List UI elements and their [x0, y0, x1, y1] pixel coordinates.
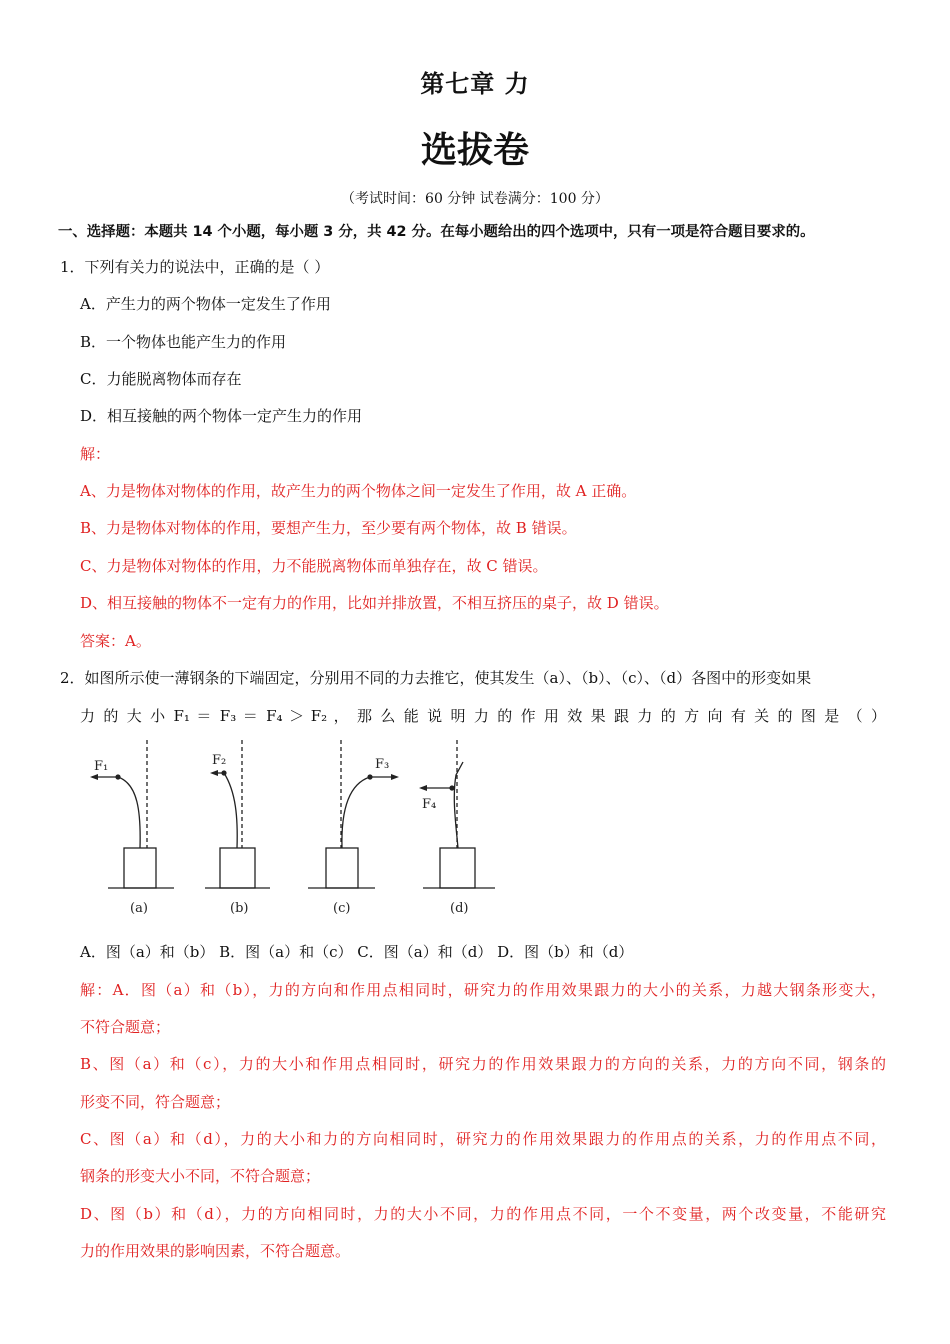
exam-title: 选拔卷	[420, 130, 529, 171]
force-label-f3: F₃	[375, 757, 390, 772]
q2-stem-line2: 力 的 大 小 F₁ ＝ F₃ ＝ F₄ ＞ F₂ ， 那 么 能 说 明 力 的 作 用 效 果 跟 力 的 方 向 有 关 的 图 是 （ ）	[80, 707, 886, 725]
q1-solution-c: C、力是物体对物体的作用，力不能脱离物体而单独存在，故 C 错误。	[80, 557, 548, 575]
q2-solution-line1: 解：A．图（a）和（b），力的方向和作用点相同时，研究力的作用效果跟力的大小的关系，力越大钢条形变大，	[80, 981, 886, 999]
steel-strip-figure	[90, 740, 530, 930]
q1-option-a: A．产生力的两个物体一定发生了作用	[80, 295, 331, 313]
q1-solution-b: B、力是物体对物体的作用，要想产生力，至少要有两个物体，故 B 错误。	[80, 519, 577, 537]
figure-d	[419, 740, 495, 888]
q2-solution-line4: 形变不同，符合题意；	[80, 1093, 231, 1111]
caption-c: (c)	[333, 901, 351, 916]
q1-solution-d: D、相互接触的物体不一定有力的作用，比如并排放置，不相互挤压的桌子，故 D 错误。	[80, 594, 669, 612]
q2-solution-line8: 力的作用效果的影响因素，不符合题意。	[80, 1242, 351, 1260]
q1-option-b: B．一个物体也能产生力的作用	[80, 333, 287, 351]
caption-a: (a)	[130, 901, 148, 916]
caption-d: (d)	[450, 901, 469, 916]
q1-answer: 答案：A。	[80, 632, 151, 650]
q2-solution-line5: C、图（a）和（d），力的大小和力的方向相同时，研究力的作用效果跟力的作用点的关系，力的作用点不同，	[80, 1130, 886, 1148]
force-label-f2: F₂	[212, 753, 227, 768]
q1-option-c: C．力能脱离物体而存在	[80, 370, 242, 388]
q1-option-d: D．相互接触的两个物体一定产生力的作用	[80, 407, 363, 425]
q1-solution-label: 解：	[80, 445, 111, 463]
chapter-title: 第七章 力	[420, 70, 530, 98]
q2-stem-line1: 2．如图所示使一薄钢条的下端固定，分别用不同的力去推它，使其发生（a）、（b）、（c）、（d）各图中的形变如果	[60, 669, 812, 687]
q1-solution-a: A、力是物体对物体的作用，故产生力的两个物体之间一定发生了作用，故 A 正确。	[80, 482, 637, 500]
force-label-f1: F₁	[94, 759, 109, 774]
q2-solution-line2: 不符合题意；	[80, 1018, 171, 1036]
q1-stem: 1．下列有关力的说法中，正确的是（ ）	[60, 258, 330, 276]
caption-b: (b)	[230, 901, 249, 916]
q2-solution-line6: 钢条的形变大小不同，不符合题意；	[80, 1167, 321, 1185]
q2-solution-line3: B、图（a）和（c），力的大小和作用点相同时，研究力的作用效果跟力的方向的关系，力的方向不同，钢条的	[80, 1055, 886, 1073]
q2-options: A．图（a）和（b） B．图（a）和（c） C．图（a）和（d） D．图（b）和（d）	[80, 943, 634, 961]
q2-solution-line7: D、图（b）和（d），力的方向相同时，力的大小不同，力的作用点不同，一个不变量，两个改变量，不能研究	[80, 1205, 886, 1223]
exam-info: （考试时间：60 分钟 试卷满分：100 分）	[341, 191, 609, 207]
force-label-f4: F₄	[422, 797, 437, 812]
section-heading: 一、选择题：本题共 14 个小题，每小题 3 分，共 42 分。在每小题给出的四个选项中，只有一项是符合题目要求的。	[58, 224, 815, 240]
